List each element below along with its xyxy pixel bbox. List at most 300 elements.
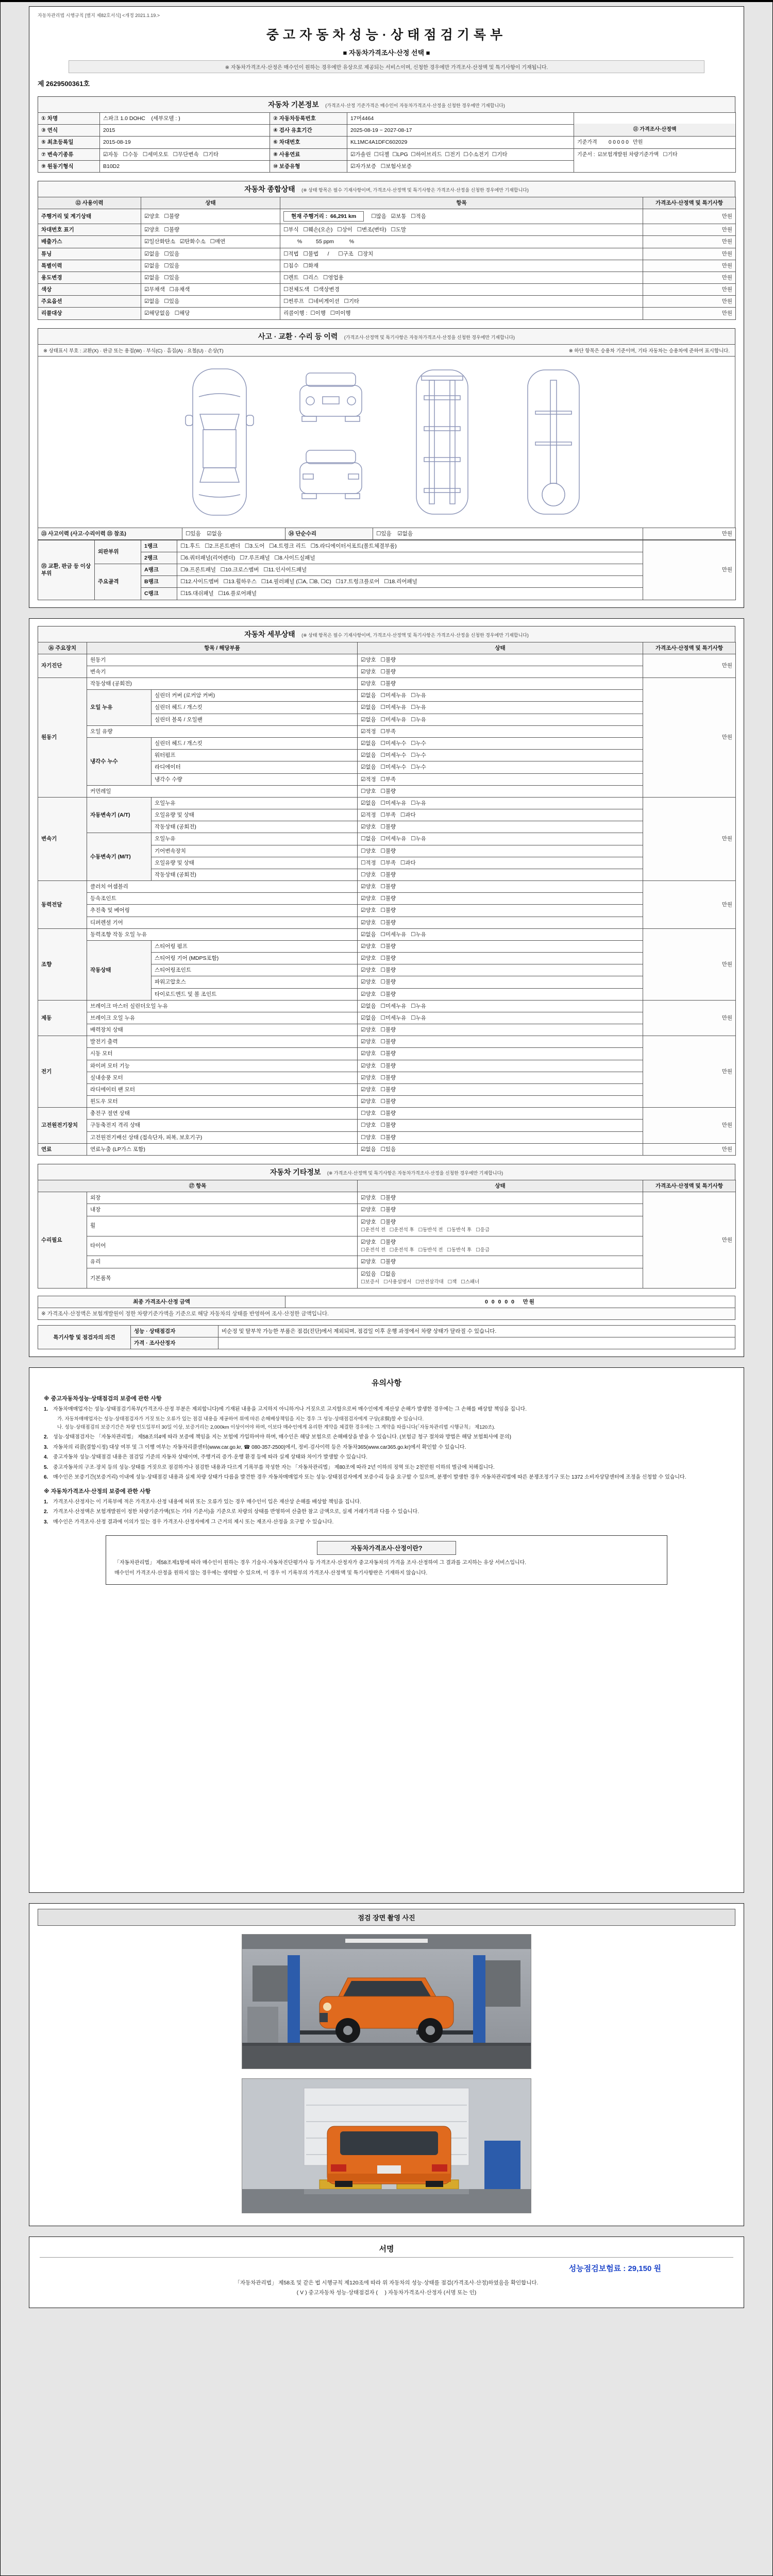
detail-col-item: 항목 / 해당부품 [87,642,358,654]
price-cell: 만원 [643,284,736,296]
value-cell: 2015 [100,125,270,137]
signature-title: 서명 [40,2243,733,2258]
item-state: ☑양호 ☐불량 [358,881,643,893]
item-state: ☐양호 ☐불량 [358,1120,643,1131]
basic-info-note: (가격조사·산정 기준가격은 매수인이 자동차가격조사·산정을 신청한 경우에만 기재합니다) [325,103,505,108]
device-row [38,1256,736,1268]
value-cell: ☑자동 ☐수동 ☐세미오토 ☐무단변속 ☐기타 [100,148,270,160]
signature-roles: ( V ) 중고자동차 성능·상태점검자 ( ) 자동차가격조사·산정자 (서명 또는 인) [296,2290,477,2296]
item-state: ☐양호 ☐불량 [358,1131,643,1143]
panel-rank-row [38,564,736,576]
item-name: 냉각수 수량 [152,773,358,785]
price-cell: 만원 [643,928,736,1000]
overall-header-row [38,197,736,209]
opinions-table [38,1325,735,1349]
overall-col-price: 가격조사·산정액 및 특기사항 [643,197,736,209]
overall-row [38,236,736,248]
notice-item [44,1518,729,1527]
label-cell: ① 차명 [38,113,100,125]
value-cell: ☑가솔린 ☐디젤 ☐LPG ☐하이브리드 ☐전기 ☐수소전기 ☐기타 [347,148,574,160]
notice-item [44,1405,729,1414]
usage-item-label: 용도변경 [38,272,141,283]
item-state: ☑양호 ☐불량 [358,1024,643,1036]
simple-repair-label: ⑭ 단순수리 [285,528,373,539]
item-state: ☑없음 ☐미세누수 ☐누수 [358,737,643,749]
final-basis-note: ※ 가격조사·산정액은 보험개발원이 정한 차량기준가액을 기준으로 해당 자동차의 상태를 반영하여 조사·산정한 금액입니다. [38,1308,735,1319]
item-substate: ☐운전석 전 ☐운전석 후 ☐동반석 전 ☐동반석 후 ☐응급 [361,1227,490,1233]
item-name: 와이퍼 모터 기능 [87,1060,358,1072]
usage-item-label: 차대번호 표기 [38,224,141,236]
price-survey-select-note: ※ 자동차가격조사·산정은 매수인이 원하는 경우에만 유상으로 제공되는 서비스이며, 신청한 경우에만 가격조사·산정액 및 특기사항이 기재됩니다. [69,60,704,73]
current-mileage-box: 현재 주행거리 : 66,291 km [283,211,364,222]
usage-item-label: 색상 [38,284,141,296]
signature-statement: 「자동차관리법」 제58조 및 같은 법 시행규칙 제120조에 따라 위 자동차의 성능·상태를 점검(가격조사·산정)하였음을 확인합니다. [234,2280,539,2286]
item-state: ☑있음 ☐없음 ☐보증서 ☐사용설명서 ☐안전삼각대 ☐잭 ☐스패너 [358,1268,643,1288]
overall-row [38,209,736,224]
photos-caption: 점검 장면 촬영 사진 [38,1909,735,1926]
item-state: ☐적정 ☐부족 ☐과다 [358,857,643,869]
final-basis-row [38,1308,735,1319]
detail-state-cell: ☐전체도색 ☐색상변경 [280,284,643,296]
item-name: 오일누유 [152,833,358,845]
section-detail-page [29,618,744,1358]
rank-items: ☐12.사이드멤버 ☐13.휠하우스 ☐14.필러패널 (☐A, ☐B, ☐C) ☐17.트렁크플로어 ☐18.리어패널 [177,576,643,588]
panel-rank-row [38,588,736,600]
basic-info-row [38,113,736,125]
usage-item-label: 배출가스 [38,236,141,248]
device-row [38,737,736,749]
section-photos [29,1903,744,2226]
item-name: 기본품목 [87,1268,358,1288]
device-row [38,678,736,690]
item-name: 타이로드엔드 및 볼 조인트 [152,988,358,1000]
item-state: ☐없음 ☐미세누유 ☐누유 [358,833,643,845]
item-name: 배력장치 상태 [87,1024,358,1036]
rank-label: 1랭크 [141,540,177,552]
notice-item [44,1464,729,1472]
device-row [38,905,736,917]
accident-title: 사고 · 교환 · 수리 등 이력 [258,332,338,341]
inspector-comment: 비순정 및 탈부착 가능한 부품은 점검(진단)에서 제외되며, 점검일 이후 운행 과정에서 차량 상태가 달라질 수 있습니다. [219,1325,735,1337]
price-cell: 만원 [643,1108,736,1144]
device-name: 전기 [38,1036,87,1108]
rank-items: ☐6.쿼터패널(리어펜더) ☐7.루프패널 ☐8.사이드실패널 [177,552,643,564]
item-group-label: 오일 누유 [87,690,152,726]
state-cell: ☑무채색 ☐유채색 [141,284,280,296]
price-cell: 만원 [643,1000,736,1036]
accident-history-state: ☐있음 ☑없음 [182,528,285,539]
notice-item-text: 가격조사·산정자는 이 기록부에 적은 가격조사·산정 내용에 허위 또는 오류가 있는 경우 매수인이 입은 재산상 손해를 배상할 책임을 집니다. [53,1499,361,1505]
accident-history-label: ⑬ 사고이력 (사고·수리이력 ⑮ 참조) [38,528,182,539]
device-row [38,1268,736,1288]
notice-item-number: 6. [44,1475,48,1481]
notice-item-number: 2. [44,1434,48,1440]
item-name: 내장 [87,1204,358,1216]
overall-row [38,272,736,283]
rank-items: ☐15.대쉬패널 ☐16.플로어패널 [177,588,643,600]
item-name: 워터펌프 [152,750,358,761]
panel-group-label: 주요골격 [95,564,141,600]
item-state: ☑없음 ☐미세누수 ☐누수 [358,761,643,773]
detail-state-cell: ☐적법 ☐불법 / ☐구조 ☐장치 [280,248,643,260]
item-name: 등속조인트 [87,893,358,905]
price-cell: 만원 [643,272,736,283]
price-cell: 만원 [643,260,736,272]
final-amount-row [38,1296,735,1308]
notice-part1-items [44,1405,729,1482]
price-base-amount: 기준가격 0 0 0 0 0 만원 [574,137,735,149]
detail-state-cell: 리콜이행 : ☐이행 ☐미이행 [280,308,643,319]
detail-state-cell: ☐렌트 ☐리스 ☐영업용 [280,272,643,283]
item-name: 발전기 출력 [87,1036,358,1048]
notice-part2-title: ※ 자동차가격조사·산정의 보증에 관한 사항 [44,1488,151,1495]
device-name: 조향 [38,928,87,1000]
final-amount-value: 0 0 0 0 0 만원 [285,1296,735,1308]
notice-item [44,1508,729,1516]
item-state: ☑양호 ☐불량 [358,964,643,976]
notice-item-text: 자동차매매업자는 성능·상태점검기록부(가격조사·산정 부분은 제외합니다)에 기재된 내용을 고지하지 아니하거나 거짓으로 고지함으로써 매수인에게 재산상 손해가 발생한 경우에는 그 손해를 배상할 책임을 집니다. [53,1406,527,1413]
item-state: ☑양호 ☐불량 [358,666,643,677]
item-state: ☑양호 ☐불량 [358,1083,643,1095]
item-name: 휠 [87,1216,358,1236]
basic-info-table [38,112,736,173]
rank-label: A랭크 [141,564,177,576]
value-cell: 2025-08-19 ~ 2027-08-17 [347,125,574,137]
detail-note: (※ 상태 항목은 필수 기재사항이며, 가격조사·산정액 및 특기사항은 가격조사·산정을 신청한 경우에만 기재합니다) [301,632,529,638]
appraiser-role: 가격 · 조사산정자 [131,1337,219,1349]
inspector-role: 성능 · 상태점검자 [131,1325,219,1337]
item-name: 스티어링 기어 (MDPS포함) [152,953,358,964]
item-state: ☑양호 ☐불량 [358,1204,643,1216]
item-name: 오일 유량 [87,725,358,737]
device-row [38,690,736,702]
usage-item-label: 주요옵션 [38,296,141,308]
price-cell: 만원 [643,296,736,308]
notice-subitem: 나. 성능·상태점검의 보증기간은 차량 인도일부터 30일 이상, 보증거리는 2,000km 이상이어야 하며, 이보다 매수인에게 유리한 계약을 체결한 경우에는 그 계약을 따릅니다(「자동차관리법 시행규칙」 제120조). [57,1425,496,1431]
price-cell: 만원 [643,236,736,248]
item-name: 작동상태 (공회전) [152,821,358,833]
item-state: ☑적정 ☐부족 ☐과다 [358,809,643,821]
item-state: ☑없음 ☐미세누유 ☐누유 [358,690,643,702]
price-survey-definition-box [106,1535,667,1585]
overall-row [38,224,736,236]
overall-row [38,296,736,308]
item-name: 외장 [87,1192,358,1204]
car-diagrams [38,356,735,528]
item-name: 동력조향 작동 오일 누유 [87,928,358,940]
price-cell: 만원 [643,540,736,600]
price-cell: 만원 [643,308,736,319]
label-cell: ⑥ 차대번호 [270,137,347,148]
overall-title: 자동차 종합상태 [244,184,295,193]
device-row [38,1096,736,1108]
usage-item-label: 리콜대상 [38,308,141,319]
detail-table [38,642,736,1156]
device-row [38,893,736,905]
item-name: 추진축 및 베어링 [87,905,358,917]
overall-col-state: 상태 [141,197,280,209]
item-state: ☑양호 ☐불량 [358,1072,643,1083]
price-survey-base-block [574,113,736,173]
state-cell: ☑해당없음 ☐해당 [141,308,280,319]
form-ref-note: 자동차관리법 시행규칙 [별지 제82호서식] <개정 2021.1.19.> [38,13,160,18]
accident-caption [38,328,735,344]
item-state: ☑없음 ☐미세누유 ☐누유 [358,928,643,940]
item-name: 파워고압호스 [152,976,358,988]
value-cell: 17머4464 [347,113,574,125]
state-cell: ☑양호 ☐불량 [141,209,280,224]
item-name: 오일유량 및 상태 [152,809,358,821]
diagram-top-exterior-view [178,365,261,519]
device-row [38,1024,736,1036]
item-name: 변속기 [87,666,358,677]
notice-item-text: 매수인은 보증기간(보증거리) 이내에 성능·상태점검 내용과 실제 차량 상태가 다름을 발견한 경우 자동차매매업자 또는 성능·상태점검자에게 보증수리 등을 요구할 수 있으며, 분쟁이 발생한 경우 자동차관리법에 따른 분쟁조정기구 또는 1372 소비자상담센터에 조정을 신청할 수 있습니다. [53,1475,686,1481]
item-name: 브레이크 마스터 실린더오일 누유 [87,1000,358,1012]
item-name: 작동상태 (공회전) [152,869,358,880]
overall-row [38,260,736,272]
etc-col-state: 상태 [358,1180,643,1192]
device-row [38,1120,736,1131]
label-cell: ③ 연식 [38,125,100,137]
item-name: 작동상태 (공회전) [87,678,358,690]
usage-item-label: 특별이력 [38,260,141,272]
device-row [38,1143,736,1155]
price-survey-definition-line: 매수인이 가격조사·산정을 원하지 않는 경우에는 생략할 수 있으며, 이 경우 이 기록부의 가격조사·산정액 및 특기사항란은 기재하지 않습니다. [114,1570,428,1576]
basic-info-title: 자동차 기본정보 [268,100,319,109]
device-row [38,1012,736,1024]
photos-wrapper [38,1934,735,2213]
notice-item-number: 3. [44,1444,48,1450]
state-cell: ☑없음 ☐있음 [141,296,280,308]
accident-note: (가격조사·산정액 및 특기사항은 자동차가격조사·산정을 신청한 경우에만 기재합니다) [344,334,515,340]
notice-item [44,1473,729,1482]
device-row [38,1072,736,1083]
label-cell: ④ 검사 유효기간 [270,125,347,137]
notice-item [44,1453,729,1462]
notice-item-text: 가격조사·산정액은 보험개발원이 정한 차량기준가액(또는 기타 기준서)을 기준으로 차량의 상태를 반영하여 산출한 참고 금액으로, 실제 거래가격과 다를 수 있습니다. [53,1509,419,1515]
notice-item-number: 4. [44,1454,48,1461]
value-cell: 스파크 1.0 DOHC (세부모델 : ) [100,113,270,125]
label-cell: ⑨ 원동기형식 [38,160,100,172]
device-row [38,797,736,809]
price-survey-definition-title: 자동차가격조사·산정이란? [317,1541,456,1555]
item-name: 브레이크 오일 누유 [87,1012,358,1024]
notice-item-number: 5. [44,1464,48,1470]
device-name: 제동 [38,1000,87,1036]
item-name: 원동기 [87,654,358,666]
state-cell: ☑양호 ☐불량 [141,224,280,236]
etc-col-price: 가격조사·산정액 및 특기사항 [643,1180,736,1192]
detail-title: 자동차 세부상태 [244,630,295,638]
overall-row [38,308,736,319]
device-row [38,666,736,677]
detail-state-cell: ☐부식 ☐훼손(오손) ☐상이 ☐변조(변타) ☐도말 [280,224,643,236]
price-survey-definition-lines [114,1559,659,1577]
etc-note: (※ 가격조사·산정액 및 특기사항은 자동차가격조사·산정을 신청한 경우에만 기재합니다) [327,1171,503,1176]
price-survey-select-title: ■ 자동차가격조사·산정 선택 ■ [343,49,430,57]
device-row [38,1048,736,1060]
device-row [38,1236,736,1256]
item-name: 타이어 [87,1236,358,1256]
price-base-reference: 기준서 : ☑보험개발원 차량기준가액 ☐기타 [577,152,678,158]
item-state: ☐양호 ☐불량 [358,785,643,797]
document-number: 제 2629500361호 [38,80,90,88]
notice-item-number: 1. [44,1499,48,1505]
notice-part1-title: ※ 중고자동차성능·상태점검의 보증에 관한 사항 [44,1396,162,1402]
opinions-header: 특기사항 및 점검자의 의견 [38,1325,131,1349]
device-row [38,1216,736,1236]
item-state: ☑없음 ☐미세누유 ☐누유 [358,797,643,809]
device-row [38,1204,736,1216]
price-cell: 만원 [643,209,736,224]
item-name: 기어변속장치 [152,845,358,857]
device-name: 고전원전기장치 [38,1108,87,1144]
accident-history-table [38,528,736,540]
item-name: 라디에이터 팬 모터 [87,1083,358,1095]
panel-rank-row [38,540,736,552]
basic-info-caption [38,96,735,112]
price-cell: 만원 [643,797,736,880]
item-name: 디퍼렌셜 기어 [87,917,358,928]
price-cell: 만원 [643,1036,736,1108]
device-row [38,1036,736,1048]
item-name: 실린더 헤드 / 개스킷 [152,737,358,749]
device-name: 연료 [38,1143,87,1155]
value-cell: 2015-08-19 [100,137,270,148]
etc-table [38,1180,736,1289]
accident-history-row [38,528,736,539]
accident-legend [38,344,735,356]
usage-item-label: 주행거리 및 계기상태 [38,209,141,224]
item-name: 윈도우 모터 [87,1096,358,1108]
panel-rank-table [38,540,736,600]
inspection-photo-front [242,1934,531,2069]
price-cell: 만원 [643,1192,736,1288]
notice-subitem: 가. 자동차매매업자는 성능·상태점검자가 거짓 또는 오류가 있는 점검 내용을 제공하여 위에 따른 손해배상책임을 지는 경우 그 성능·상태점검자에게 구상(求償)할 수 있습니다. [57,1416,424,1422]
notice-item-number: 1. [44,1406,48,1413]
overall-col-item: 항목 [280,197,643,209]
exchange-repair-label: ⑮ 교환, 판금 등 이상 부위 [38,540,95,600]
inspection-photo-rear [242,2078,531,2213]
item-state: ☑양호 ☐불량 [358,678,643,690]
label-cell: ⑤ 최초등록일 [38,137,100,148]
rank-label: 2랭크 [141,552,177,564]
device-row [38,881,736,893]
device-row [38,833,736,845]
detail-col-state: 상태 [358,642,643,654]
item-name: 실내송풍 모터 [87,1072,358,1083]
detail-state-cell: 현재 주행거리 : 66,291 km ☐많음 ☑보통 ☐적음 [280,209,643,224]
overall-note: (※ 상태 항목은 필수 기재사항이며, 가격조사·산정액 및 특기사항은 가격조사·산정을 신청한 경우에만 기재합니다) [301,187,529,193]
panel-rank-row [38,576,736,588]
price-cell: 만원 [643,881,736,929]
item-state: ☑없음 ☐미세누유 ☐누유 [358,1000,643,1012]
item-state: ☑양호 ☐불량 [358,821,643,833]
price-cell: 만원 [643,528,736,539]
device-row [38,1000,736,1012]
item-state: ☑양호 ☐불량 [358,1192,643,1204]
etc-title: 자동차 기타정보 [270,1168,321,1176]
document-title: 중고자동차성능·상태점검기록부 [266,28,507,42]
price-base-title: ⑪ 가격조사·산정액 [574,124,735,137]
notice-item-number: 3. [44,1519,48,1525]
item-name: 실린더 헤드 / 개스킷 [152,702,358,714]
device-name: 자기진단 [38,654,87,677]
item-state: ☑없음 ☐미세누수 ☐누수 [358,750,643,761]
diagram-front-rear-view [290,365,372,519]
diagram-underbody-frame-view [401,365,483,519]
device-name: 동력전달 [38,881,87,929]
item-name: 고전원전기배선 상태 (접속단자, 피복, 보호기구) [87,1131,358,1143]
notice-item-text: 성능·상태점검자는 「자동차관리법」 제58조의4에 따라 보증에 책임을 지는 보험에 가입하여야 하며, 매수인은 해당 보험으로 손해배상을 받을 수 있습니다. (보험금 청구 절차와 방법은 해당 보험회사에 문의) [53,1434,511,1440]
price-cell: 만원 [643,654,736,677]
opinion-row-appraiser [38,1337,735,1349]
appraiser-comment [219,1337,735,1349]
item-state: ☑양호 ☐불량 [358,654,643,666]
accident-legend-basis: ※ 하단 항목은 승용차 기준이며, 기타 자동차는 승용차에 준하여 표시합니다. [568,348,730,354]
overall-caption [38,181,735,197]
label-cell: ② 자동차등록번호 [270,113,347,125]
usage-item-label: 튜닝 [38,248,141,260]
item-group-label: 작동상태 [87,940,152,1000]
final-amount-table [38,1296,735,1320]
item-state: ☑양호 ☐불량 [358,893,643,905]
item-state: ☑없음 ☐있음 [358,1143,643,1155]
overall-row [38,284,736,296]
item-name: 클러치 어셈블리 [87,881,358,893]
rank-items: ☐9.프론트패널 ☐10.크로스멤버 ☐11.인사이드패널 [177,564,643,576]
item-state: ☑양호 ☐불량 [358,917,643,928]
price-cell: 만원 [643,1143,736,1155]
item-name: 오일누유 [152,797,358,809]
item-state: ☑양호 ☐불량 [358,1256,643,1268]
item-name: 오일유량 및 상태 [152,857,358,869]
device-row [38,725,736,737]
item-state: ☑양호 ☐불량 ☐운전석 전 ☐운전석 후 ☐동반석 전 ☐동반석 후 ☐응급 [358,1216,643,1236]
panel-group-label: 외판부위 [95,540,141,564]
item-state: ☑양호 ☐불량 [358,1036,643,1048]
notice-item-text: 중고자동차의 구조·장치 등의 성능·상태를 거짓으로 점검하거나 점검한 내용과 다르게 기록부를 작성한 자는 「자동차관리법」 제80조에 따라 2년 이하의 징역 또는 2천만원 이하의 벌금에 처해집니다. [53,1464,495,1470]
device-name: 수리필요 [38,1192,87,1288]
detail-col-price: 가격조사·산정액 및 특기사항 [643,642,736,654]
item-name: 연료누출 (LP가스 포함) [87,1143,358,1155]
etc-col-item: ⑰ 항목 [38,1180,358,1192]
item-state: ☑적정 ☐부족 [358,725,643,737]
panel-rank-row [38,552,736,564]
price-cell: 만원 [643,248,736,260]
device-name: 변속기 [38,797,87,880]
state-cell: ☑일산화탄소 ☑탄화수소 ☐매연 [141,236,280,248]
label-cell: ⑩ 보증유형 [270,160,347,172]
item-group-label: 자동변속기 (A/T) [87,797,152,833]
item-state: ☑없음 ☐미세누유 ☐누유 [358,714,643,725]
item-state: ☑적정 ☐부족 [358,773,643,785]
label-cell: ⑦ 변속기종류 [38,148,100,160]
detail-caption [38,626,735,642]
state-cell: ☑없음 ☐있음 [141,248,280,260]
inspection-insurance-fee: 성능점검보험료 : 29,150 원 [568,2264,661,2274]
item-name: 스티어링조인트 [152,964,358,976]
accident-legend-symbols: ※ 상태표시 부호 : 교환(X) · 판금 또는 용접(W) · 부식(C) · 흠집(A) · 요철(U) · 손상(T) [43,348,224,354]
item-name: 실린더 블록 / 오일팬 [152,714,358,725]
detail-state-cell: ☐침수 ☐화재 [280,260,643,272]
item-substate: ☐운전석 전 ☐운전석 후 ☐동반석 전 ☐동반석 후 ☐응급 [361,1247,490,1253]
item-substate: ☐보증서 ☐사용설명서 ☐안전삼각대 ☐잭 ☐스패너 [361,1279,480,1285]
item-state: ☑없음 ☐미세누유 ☐누유 [358,702,643,714]
rank-items: ☐1.후드 ☐2.프론트펜더 ☐3.도어 ☐4.트렁크 리드 ☐5.라디에이터서포트(볼트체결부품) [177,540,643,552]
item-name: 유리 [87,1256,358,1268]
detail-col-device: ⑯ 주요장치 [38,642,87,654]
